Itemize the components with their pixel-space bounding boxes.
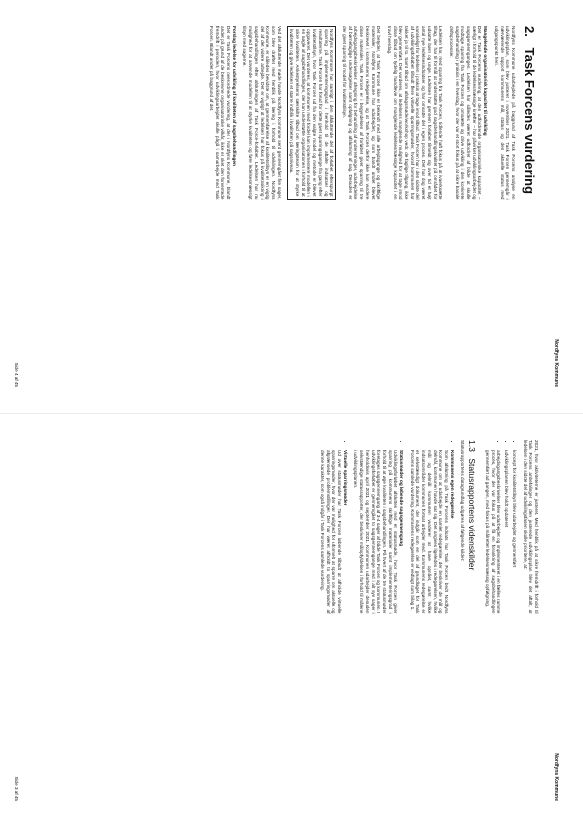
subheading-quality: Forslag ledelse for udvikling af kvaliteten af sagsbehandlingen — [231, 26, 237, 166]
source-item — [319, 450, 348, 614]
paragraph-materials: Det betyder, at Task Forcen ikke er bekendt med alle arbejdsgange og skriftlige materialer, Nordfyns Kommune har udarbejdet, og som bandt andet blevet beskrevet i kommunens redegørelse, og at Task Forcen derfor ikke kan vurdere disse materialer. Task Forcen er i begyndelsen af forløbet givet sparring til tre arbejdsgangsbeskrivelser: afregning for behandling af underretninger, udarbejdelse af børnefaglige undersøgelser samt opfølgning og afslutning af sag. Desuden er der givet sparring til model for kvalitetstilsyn. — [342, 26, 382, 200]
section-number: 1.3 — [467, 440, 478, 452]
page-number: Side 3 af 45 — [14, 776, 19, 801]
chapter-title: Task Forcens vurdering — [522, 47, 537, 195]
list-item: • koncept for kvalitetstilsyn blev udarbejdet og gennemført — [511, 450, 517, 614]
paragraph-capacity: Det er Task Forcens vurdering, at den udfordrende organisatoriske kapacitet – særligt i forhold til de ledelsesmæssige kræfter – har påvirket udviklingsarbejdet og sagsgennemgangen. Ledelsen har således været udfordret af både at skulle modtage sparring fra Task Forcen og omsætte og drive udvikling i den konkrete sagsbehandling i praksis i en hverdag, hvor der var et stort fokus på at sikre basale driftsprocesser. — [448, 26, 483, 200]
source-text: Udviklingsforløbet afsluttes med et statusmøde, hvor Task Forcen giver sparring på kommunens skriftlige materialer samt implementeringsgrad i forhold til at øge kvaliteten i sagsbehandlingen. På hvert af de tre statusmøder foretages sagsgennemgang af 3-4 sager af både Task Forcen og kommunen. I udviklingsforløbet er gennemgået to sagsgennemgange med i alt syv sager i henholdsvis april 2021 og september 2021. Kommunen udarbejder desuden selvstændige statusrapporter, der beskriver målopfyldelsen i forhold til målene i udviklingsplanen. — [353, 450, 399, 614]
sources-list — [319, 440, 454, 614]
source-title: • Virtuelle sparringsmøder — [342, 450, 348, 506]
text-columns — [179, 440, 539, 801]
page-header: Nordfyns Kommune — [553, 753, 559, 801]
section-intro: Statusrapportens datagrundlag udgøres af følgende kilder: — [460, 440, 466, 562]
chapter-number: 2. — [522, 26, 537, 37]
list-item: • udviklingsplanen blev holdt opdateret — [503, 450, 509, 614]
chapter-intro: Nordfyns Kommune udarbejdede på baggrund af Task Forcens analyse en udviklingsplan, som blev justeret i november 2021. Task Forcen gennemgår i nærværende rapport kommunens mål, status og den aktuelle status med udgangspunkt heri. — [493, 26, 516, 200]
source-text: Som afslutning på Task Forcens indsats har Task Forcen bedt Nordfyns Kommune om at udarbejde en samlet redegørelse, der beskriver de mål og delmål, kommunen havde sat sig. Det angives ligeledes i redegørelsen, hvilke mål og delmål kommunen vurderer at have opnået, samt hvilke indsatsområder kommunen fortsat arbejder med. Kommunens redegørelse er et selvstændigt dokument, der indgår som en del af grundlaget for Task Forcens samlede vurdering. Kommunens redegørelse er vedlagt som bilag 1. — [409, 450, 449, 614]
page-header: Nordfyns Kommune — [553, 339, 559, 387]
page-3-content — [0, 414, 583, 827]
intro-paragraph: 2021, hvor aktiviteterne er justeret. Med henblik på at sikre fremdrift i forhold til Task Forcens anbefalinger og den justerede udviklingsplan blev det aftalt, at ledelsen i den sidste del af udviklingsfasen skulle prioritere, at: — [522, 440, 539, 614]
section-title: Statusrapportens videnskilder — [467, 458, 478, 571]
list-item: • arbejdsgangsbeskrivelser blev udarbejdet og implementeret i en fælles ramme proces, hvor der var fokus på at få en forankring af sagsbehandlingen gennemført ad gangen, med fokus på målrettet ledelsesmæssig opfølgning. — [484, 450, 501, 614]
source-title: • Kommunens egen redegørelse — [449, 450, 455, 519]
page-4-content — [0, 0, 583, 413]
page-3 — [0, 414, 583, 827]
chapter-heading — [522, 26, 537, 200]
page-number: Side 4 af 45 — [14, 362, 19, 387]
source-item — [353, 450, 404, 614]
page-4 — [0, 0, 583, 413]
source-text: Ud over statusmøder har Task Forcen løbende tilbudt at afholde virtuelle sparringsmøder, hvor der var mulighed for uformelt at sparre om aktuelle og afgrænsede problemstillinger. Der har været afholdt to sparringsmøder af denne karakter, som også indgår i Task Forcens samlede vurdering. — [319, 450, 343, 614]
text-columns — [179, 26, 539, 387]
paragraph-leadership: Ledelsen har, med sparring fra Task Forcen, tidlende haft fokus på at ivaerksætte tiltag, der har til formål at understøtte god sagsbehandlingskvalitet på området for udsatte børn og unge. Ledelsen har gennem forløbet tilmeldt sig over tid et højt antal nye ledelsesindsatser og har omsatte del i egen proces. Det har dog været vanskeligt for ledelsen i praksis at tage imod tilbud. Task Forcen har i den sidste del af udviklingsforløbet tilbudt flere virtuelle sparringsmøder, hvoraf kommunen har takket ja til to. Samt tilbud om afslagsmøde/workshop vedr. de faglige tilgang, ikke blev gennemført. Det vurderes, at ledelsens manglende mulighed for at tage imod disse tilbud om tydelig handlevie om manglende ledelsesmæssige kapacitet i en travl hverdag. — [386, 26, 444, 200]
paragraph-final-meeting: Ved det afsluttende møde havde Nordfyns Kommune sent gennemgået fire sager, som blev drøftet med henblik på læring i forhold til udviklingen. Nordfyns Kommune, er således bevidste om, at gennemførelse af kvalitetstilsyn er en vigtig del af det videre arbejde. Det er vigtigt at ledelsen har fokus på kvalitetssikring i sagsbehandlingen efter afslutningen af Task Force-forløbet. Ledelsen har nu mulighed for at anvende modellen til at styrke kvaliteten og føre ledelsesmæssigt tilsyn med sagerne. — [242, 26, 282, 200]
page-body — [179, 440, 539, 801]
paragraph-quality: Det er Task Forcens overordnede vurdering, at der i Nordfyns Kommune, blandt andet på grund af de beskrevne organisatoriske vilkår, ikke er sket den forventede fremdrift i perioden, hvor udviklingsarbejdet skulle pågå i samarbejde med Task Forcen. Blandt andet på baggrund af det. — [208, 26, 232, 200]
subheading-capacity: Mangelende organisatorisk kapacitet til udvikling — [483, 26, 489, 136]
source-title: • Statusmøder og løbende sagsgennemgang — [399, 450, 405, 547]
section-heading — [467, 440, 477, 614]
source-item — [409, 450, 455, 614]
page-body — [179, 26, 539, 387]
priority-list — [484, 440, 517, 614]
highlighted-paragraph: Nordfyns Kommune har samtigt i den afsluttende del af forløbet efterspurgt sparring på implementeringsgrad i henhold til de aftalte indsatser og resultaterne. Task Forcen har forud for dette givet sparringsgange fra gang efter kvalitetstilsyn, hvor Task Forcen ud fra den valgte model og metode er blevet opgaveret. Det vurderes, at kommunen med fordel kan implementere modellen i en nøgle af sagsbehandlingen, der kan understøtte organisationen i forhold til at sikre kvaliteten. Ankestyrelsens særskilte tilbud om læringsteam for at styrke kvaliteten og give ledelsen et større indblik i kvaliteten på sagsniveau. — [287, 26, 337, 200]
